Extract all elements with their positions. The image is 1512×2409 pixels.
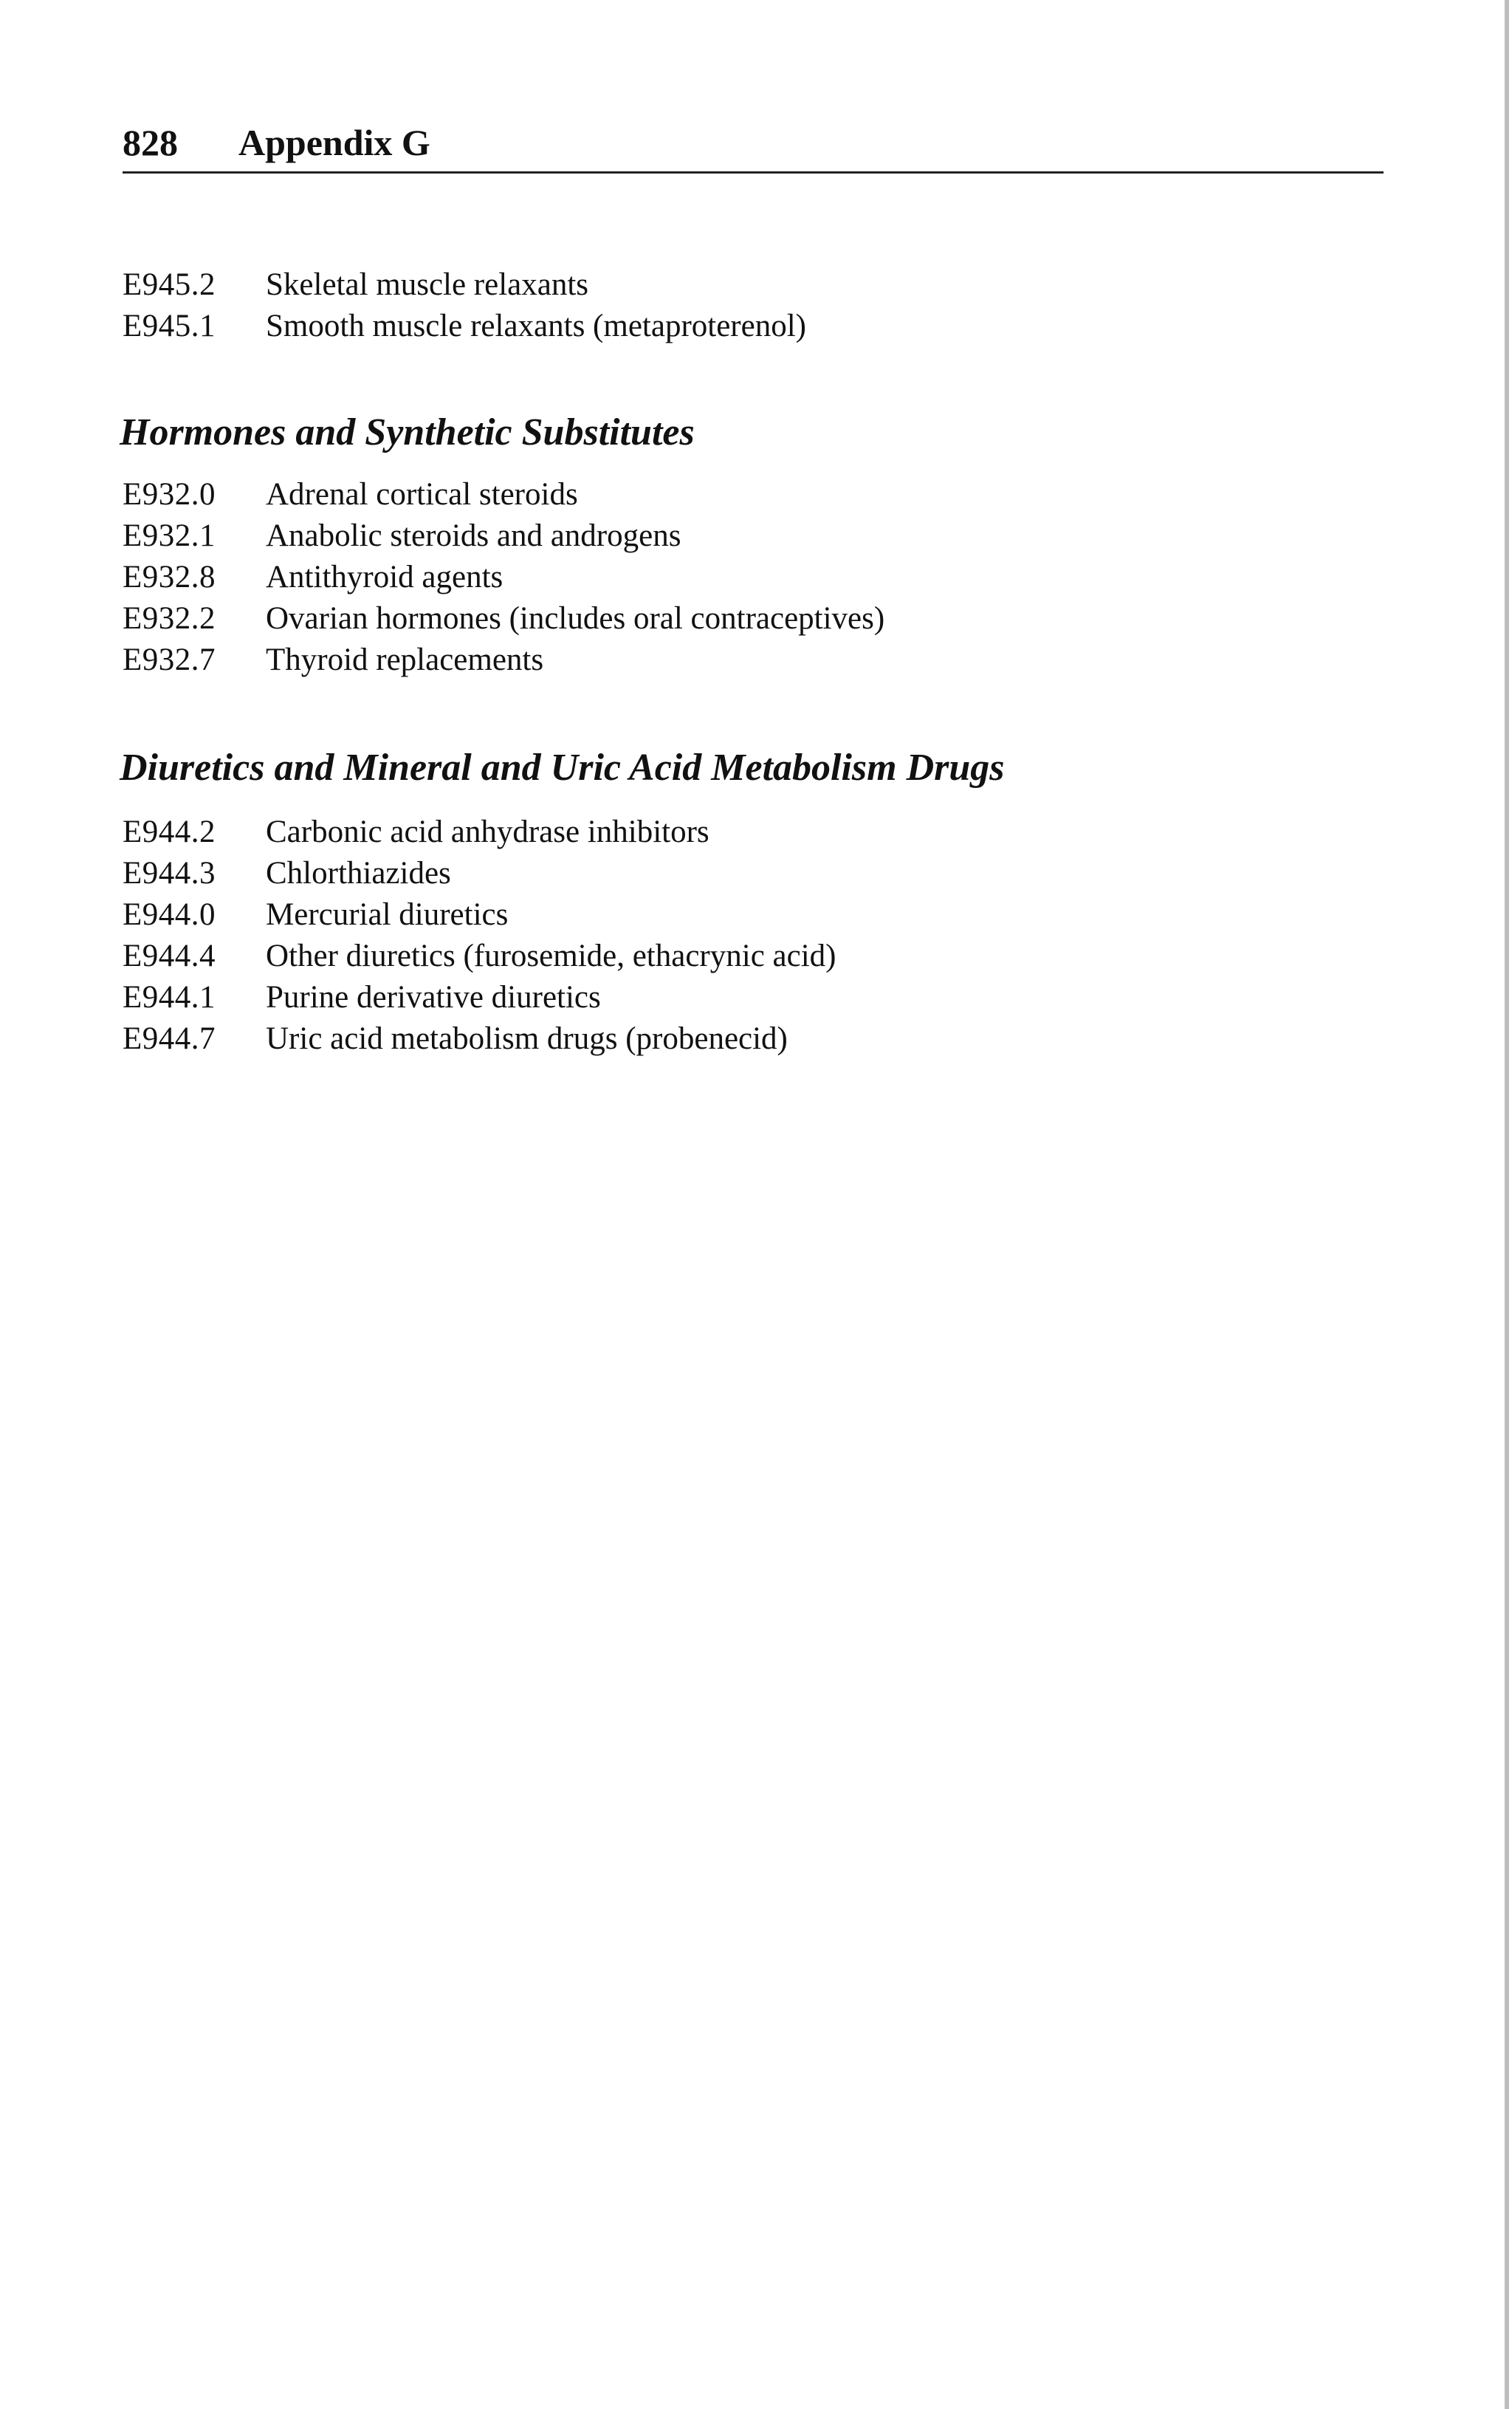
entry-description: Antithyroid agents (266, 559, 504, 594)
running-head-title: Appendix G (238, 122, 430, 163)
entry-description: Thyroid replacements (266, 642, 544, 677)
entry-code: E932.1 (123, 518, 216, 553)
entry-code: E944.3 (123, 855, 216, 891)
entry-code: E932.0 (123, 476, 216, 512)
entry-description: Other diuretics (furosemide, ethacrynic acid) (266, 938, 836, 973)
section-entry-list-hormones (123, 473, 1378, 680)
list-item (123, 976, 1378, 1018)
entry-code: E945.1 (123, 308, 216, 343)
list-item (123, 597, 1378, 639)
list-item (123, 473, 1378, 515)
entry-description: Adrenal cortical steroids (266, 476, 578, 512)
entry-description: Carbonic acid anhydrase inhibitors (266, 814, 709, 849)
section-heading-diuretics: Diuretics and Mineral and Uric Acid Metabolism Drugs (120, 747, 1005, 789)
list-item (123, 556, 1378, 597)
entry-code: E944.1 (123, 979, 216, 1015)
entry-code: E944.7 (123, 1021, 216, 1056)
entry-code: E932.8 (123, 559, 216, 594)
page-number: 828 (123, 122, 178, 163)
list-item (123, 305, 1378, 346)
entry-description: Mercurial diuretics (266, 897, 509, 932)
entry-code: E944.0 (123, 897, 216, 932)
section-heading-hormones: Hormones and Synthetic Substitutes (120, 411, 695, 453)
entry-code: E945.2 (123, 267, 216, 302)
entry-description: Purine derivative diuretics (266, 979, 601, 1015)
entry-code: E932.2 (123, 600, 216, 636)
entry-description: Uric acid metabolism drugs (probenecid) (266, 1021, 788, 1056)
page-edge-border (1505, 0, 1509, 2409)
list-item (123, 852, 1378, 894)
list-item (123, 515, 1378, 556)
list-item (123, 894, 1378, 935)
continued-entry-list (123, 264, 1378, 346)
entry-code: E944.4 (123, 938, 216, 973)
list-item (123, 1018, 1378, 1059)
entry-code: E944.2 (123, 814, 216, 849)
list-item (123, 811, 1378, 852)
entry-description: Smooth muscle relaxants (metaproterenol) (266, 308, 806, 343)
running-head (123, 117, 430, 168)
entry-description: Ovarian hormones (includes oral contraceptives) (266, 600, 885, 636)
list-item (123, 639, 1378, 680)
entry-description: Skeletal muscle relaxants (266, 267, 589, 302)
list-item (123, 935, 1378, 976)
list-item (123, 264, 1378, 305)
entry-description: Anabolic steroids and androgens (266, 518, 681, 553)
entry-code: E932.7 (123, 642, 216, 677)
section-entry-list-diuretics (123, 811, 1378, 1059)
header-rule (123, 171, 1384, 174)
entry-description: Chlorthiazides (266, 855, 451, 891)
